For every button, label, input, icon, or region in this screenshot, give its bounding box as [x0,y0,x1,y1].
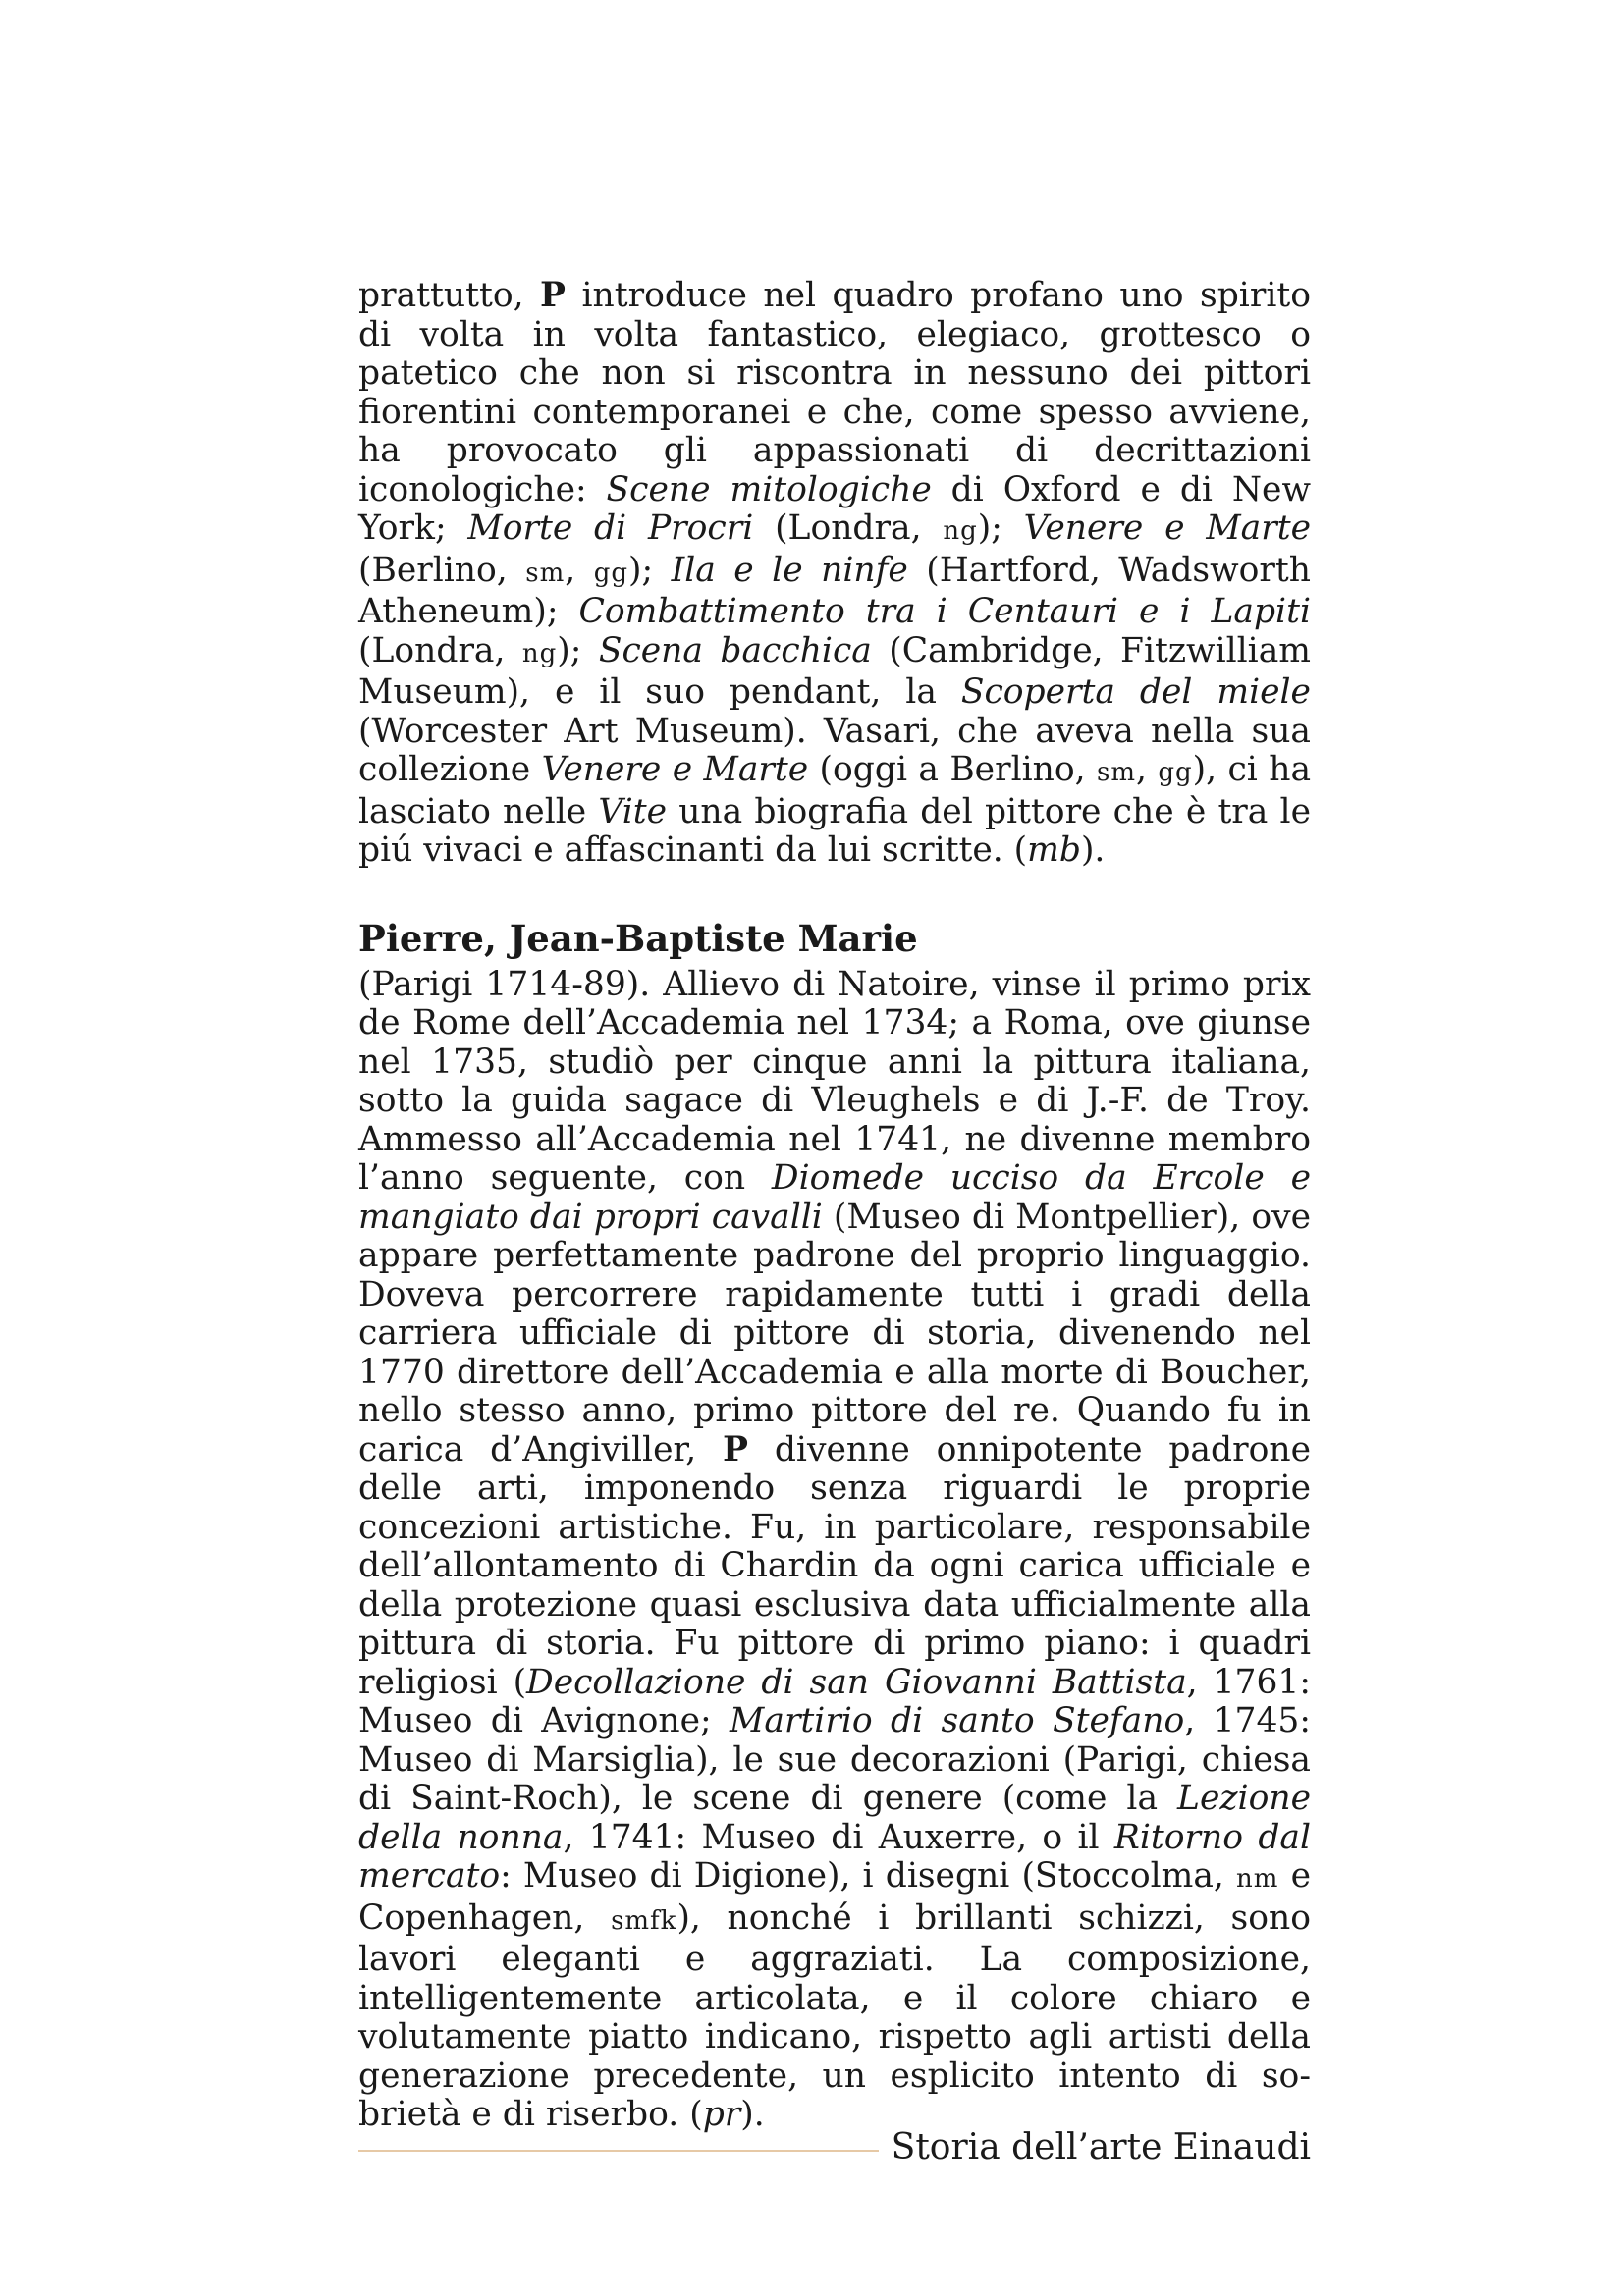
text-run: (Londra, [358,630,522,670]
continued-entry-text [358,277,1311,871]
italic-run: Vite [598,791,668,831]
italic-run: Scoperta del miele [960,672,1311,712]
small-caps-run: ng [521,638,558,668]
text-run: (oggi a Berlino, [808,750,1098,789]
text-run: , 1745: Museo di Marsiglia), le sue decorazioni (Parigi, chiesa di Saint-Roch), le scene di genere (come la [358,1701,1311,1818]
italic-run: Combattimento tra i Centauri e i Lapiti [578,592,1311,631]
text-run: divenne onnipotente padrone delle arti, imponendo senza riguardi le proprie concezioni artistiche. Fu, in particolare, responsabile dell’allontamento di Chardin da ogni carica ufficiale e della protezione quasi esclusiva data ufficialmente alla pittura di storia. Fu pittore di primo piano: i quadri religiosi ( [358,1429,1311,1702]
entry-text [358,966,1311,2135]
small-caps-run: nm [1236,1864,1279,1894]
small-caps-run: gg [593,558,628,588]
small-caps-run: sm [1097,758,1137,787]
text-run: ), ci ha lasciato nelle [358,750,1312,831]
text-run: ), nonché i brillanti schizzi, sono lavori eleganti e aggraziati. La composizione, intelligentemente articolata, e il colore chiaro e volutamente piatto indicano, rispetto agli artisti della generazione precedente, un esplicito intento di sobrietà e di riserbo. ( [358,1897,1311,2134]
entry-title: Pierre, Jean-Baptiste Marie [358,916,918,960]
footer-publisher: Storia dell’arte Einaudi [891,2127,1311,2167]
text-run: , 1761: Museo di Avignone; [358,1662,1311,1740]
text-run: (Cambridge, Fitzwilliam Museum), e il suo pendant, la [358,630,1311,712]
italic-run: pr [702,2095,741,2134]
small-caps-run: gg [1158,758,1193,787]
page-footer [358,2128,1311,2167]
text-run: , [1136,750,1159,789]
italic-run: Scena bacchica [598,630,872,670]
text-run: (Londra, [753,508,944,548]
italic-run: Venere e Marte [541,750,809,789]
bold-run: P [540,276,566,315]
italic-run: Lezione della nonna [358,1779,1311,1857]
text-run: ); [977,508,1024,548]
text-run: prattutto, [358,276,541,315]
text-run: (Museo di Montpellier), ove appare perfettamente padrone del proprio linguaggio. Doveva percorrere rapidamente tutti i gradi della carriera ufficiale di pittore di storia, divenendo nel 1770 direttore dell’Accademia e alla morte di Boucher, nello stesso anno, primo pittore del re. Quando fu in carica d’Angiviller, [358,1197,1312,1469]
text-run: (Hartford, Wadsworth Atheneum); [358,550,1311,631]
italic-run: Martirio di santo Stefano [730,1701,1185,1740]
italic-run: Morte di Procri [467,508,754,548]
text-run: introduce nel quadro profano uno spirito di volta in volta fantastico, elegiaco, grottesco o patetico che non si riscontra in nessuno dei pittori fiorentini contemporanei e che, come spesso avviene, ha provocato gli appassionati di decrittazioni iconologiche: [358,276,1311,509]
small-caps-run: ng [943,516,978,546]
italic-run: Venere e Marte [1023,508,1312,548]
small-caps-run: sm [525,558,566,588]
bold-run: P [723,1429,748,1469]
text-run: ); [627,550,672,590]
italic-run: Scene mitologiche [606,469,932,509]
footer-rule [358,2150,879,2152]
text-run: ). [740,2095,765,2134]
italic-run: Ritorno dal mercato [358,1817,1312,1896]
text-run: , 1741: Museo di Auxerre, o il [563,1817,1114,1857]
text-run: (Parigi 1714-89). Allievo di Natoire, vinse il primo prix de Rome dell’Accademia nel 1734; a Roma, ove giunse nel 1735, studiò per cinque anni la pittura italiana, sotto la guida sagace di Vleughels e di J.-F. de Troy. Ammesso all’Accademia nel 1741, ne divenne membro l’anno seguente, con [358,964,1311,1198]
text-run: (Worcester Art Museum). Vasari, che aveva nella sua collezione [358,711,1311,789]
italic-run: Ila e le ninfe [671,550,908,590]
small-caps-run: smfk [611,1905,677,1936]
text-run: ). [1080,830,1106,870]
italic-run: Decollazione di san Giovanni Battista [526,1662,1187,1702]
text-run: : Museo di Digione), i disegni (Stoccolma, [500,1856,1237,1896]
text-run: una biografia del pittore che è tra le piú vivaci e affascinanti da lui scritte. ( [358,791,1312,870]
text-run: di Oxford e di New York; [358,469,1311,548]
text-run: (Berlino, [358,550,526,590]
text-run: , [565,550,594,590]
text-run: e Copenhagen, [358,1856,1311,1938]
page-body [358,277,1311,2135]
text-run: ); [557,630,599,670]
italic-run: mb [1027,830,1081,870]
italic-run: Diomede ucciso da Ercole e mangiato dai propri cavalli [358,1158,1311,1237]
